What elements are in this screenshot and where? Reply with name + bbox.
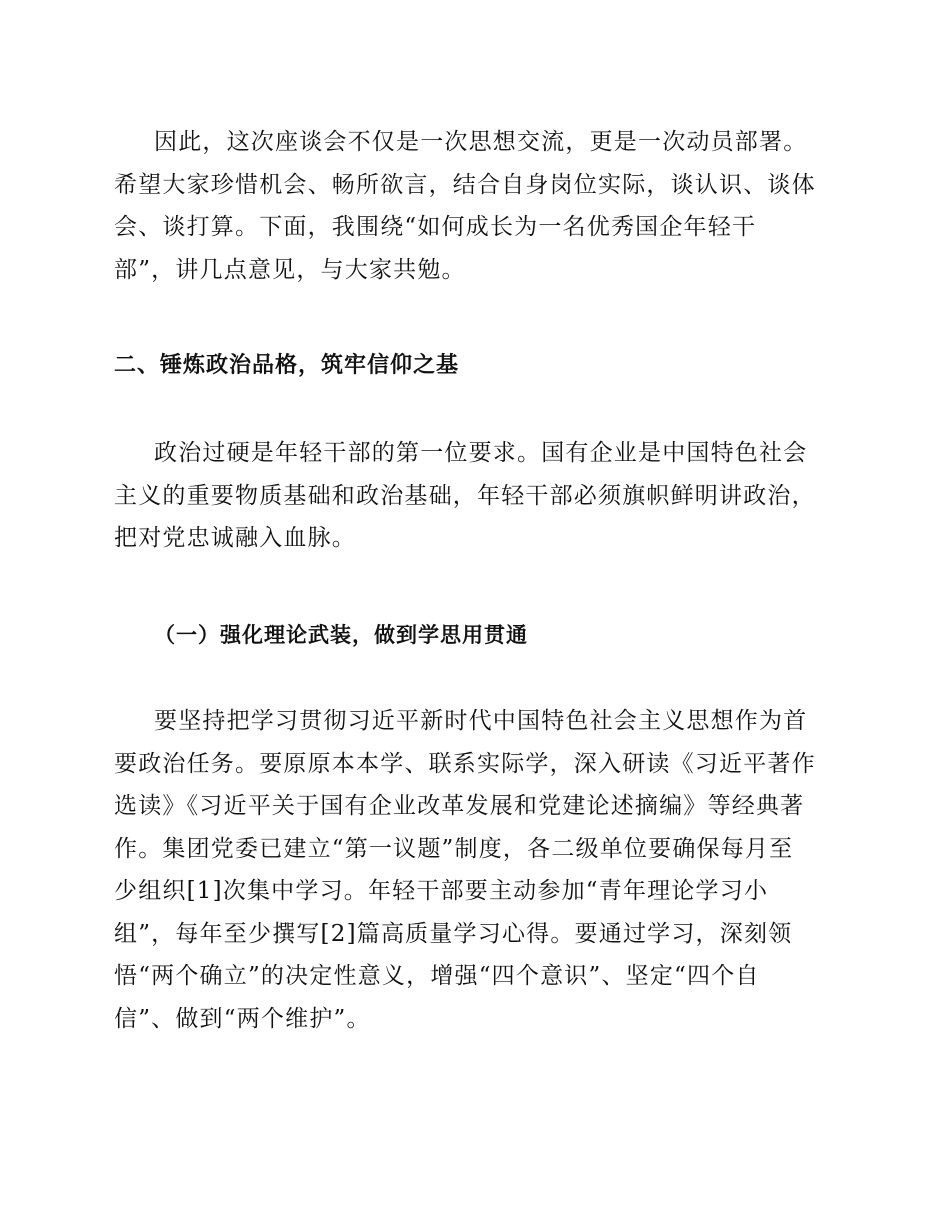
paragraph-line: 作。集团党委已建立“第一议题”制度，各二级单位要确保每月至 (114, 835, 794, 862)
paragraph-line: 把对党忠诚融入血脉。 (114, 525, 356, 551)
paragraph-line: 选读》《习近平关于国有企业改革发展和党建论述摘编》等经典著 (114, 793, 805, 819)
subsection-heading: （一）强化理论武装，做到学思用贯通 (154, 622, 528, 647)
paragraph-line: 信”、做到“两个维护”。 (114, 1005, 371, 1032)
paragraph-intro (114, 121, 834, 291)
paragraph-line: 部”，讲几点意见，与大家共勉。 (114, 256, 466, 283)
paragraph-line: 少组织[1]次集中学习。年轻干部要主动参加“青年理论学习小 (114, 878, 769, 904)
paragraph-political (114, 432, 834, 560)
paragraph-line: 要坚持把学习贯彻习近平新时代中国特色社会主义思想作为首 (154, 708, 808, 734)
paragraph-line: 组”，每年至少撰写[2]篇高质量学习心得。要通过学习，深刻领 (114, 920, 793, 947)
paragraph-line: 要政治任务。要原原本本学、联系实际学，深入研读《习近平著作 (114, 750, 816, 777)
paragraph-line: 政治过硬是年轻干部的第一位要求。国有企业是中国特色社会 (154, 440, 808, 466)
paragraph-line: 因此，这次座谈会不仅是一次思想交流，更是一次动员部署。 (154, 129, 808, 155)
section-heading: 二、锤炼政治品格，筑牢信仰之基 (114, 353, 460, 378)
paragraph-theory (114, 700, 834, 1040)
paragraph-line: 悟“两个确立”的决定性意义，增强“四个意识”、坚定“四个自 (114, 963, 760, 989)
paragraph-line: 希望大家珍惜机会、畅所欲言，结合自身岗位实际，谈认识、谈体 (114, 171, 816, 198)
paragraph-line: 主义的重要物质基础和政治基础，年轻干部必须旗帜鲜明讲政治， (114, 482, 816, 509)
paragraph-line: 会、谈打算。下面，我围绕“如何成长为一名优秀国企年轻干 (114, 214, 757, 240)
